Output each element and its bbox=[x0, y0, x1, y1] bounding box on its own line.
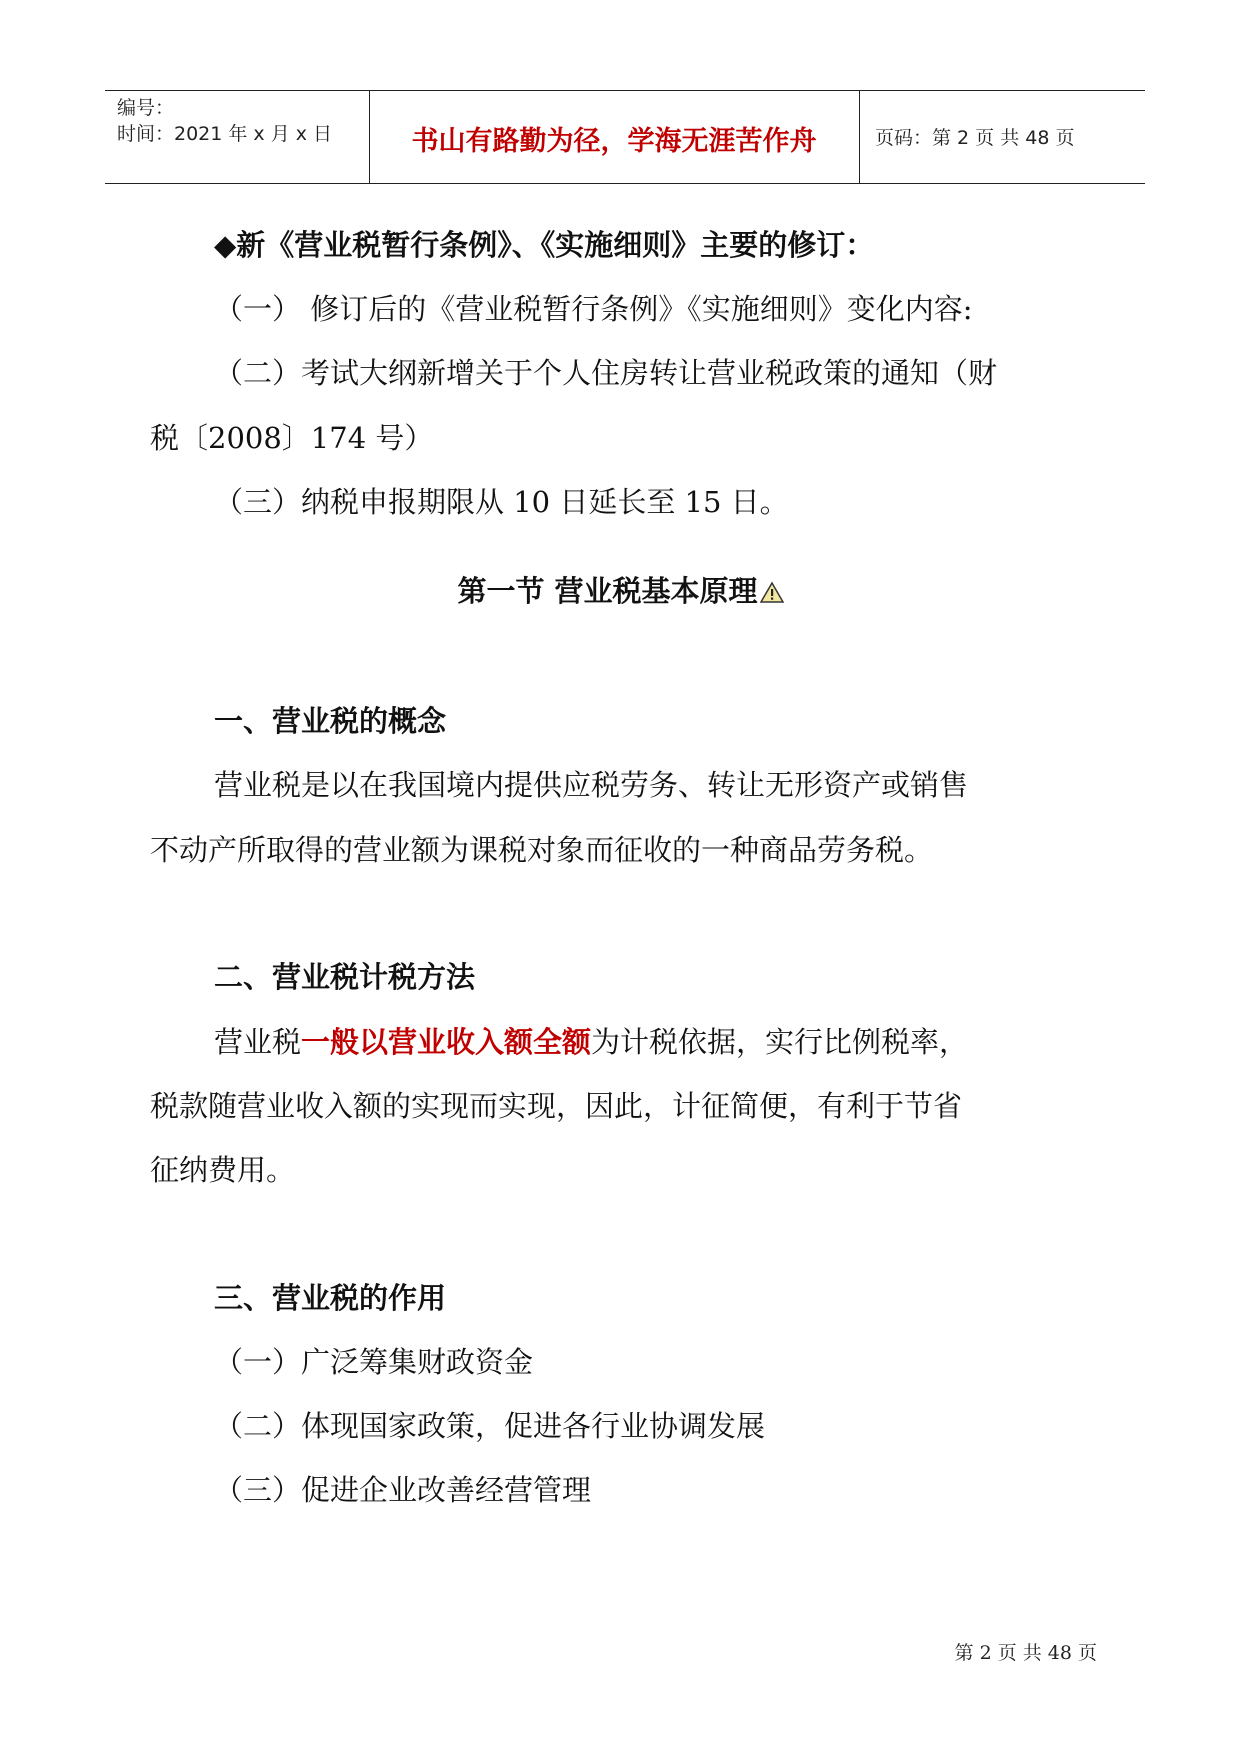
concept-line-2: 不动产所取得的营业额为课税对象而征收的一种商品劳务税。 bbox=[150, 833, 934, 867]
section-title bbox=[0, 574, 1241, 608]
method-line-2: 税款随营业收入额的实现而实现，因此，计征简便，有利于节省 bbox=[150, 1089, 963, 1123]
warning-icon bbox=[760, 581, 784, 603]
revision-item-2-line-2: 税〔2008〕174 号） bbox=[150, 421, 434, 455]
concept-line-1: 营业税是以在我国境内提供应税劳务、转让无形资产或销售 bbox=[214, 768, 969, 802]
method-line-1-end: 为计税依据，实行比例税率， bbox=[591, 1025, 969, 1059]
method-highlight: 一般以营业收入额全额 bbox=[301, 1025, 592, 1059]
role-item-2: （二）体现国家政策，促进各行业协调发展 bbox=[214, 1409, 766, 1443]
header-meta-cell bbox=[105, 91, 370, 183]
method-heading: 二、营业税计税方法 bbox=[214, 960, 476, 994]
header-motto: 书山有路勤为径，学海无涯苦作舟 bbox=[411, 126, 817, 157]
revision-item-1: （一） 修订后的《营业税暂行条例》《实施细则》变化内容: bbox=[214, 292, 973, 326]
header-page-cell bbox=[859, 91, 1145, 183]
revision-item-2-line-1: （二）考试大纲新增关于个人住房转让营业税政策的通知（财 bbox=[214, 356, 998, 390]
serial-label: 编号： bbox=[117, 97, 175, 119]
section-title-text: 第一节 营业税基本原理 bbox=[457, 574, 758, 608]
method-line-1 bbox=[214, 1025, 968, 1059]
concept-heading: 一、营业税的概念 bbox=[214, 704, 447, 738]
time-label: 时间：2021 年 x 月 x 日 bbox=[117, 123, 333, 145]
page-footer: 第 2 页 共 48 页 bbox=[954, 1642, 1097, 1664]
role-item-1: （一）广泛筹集财政资金 bbox=[214, 1345, 534, 1379]
method-line-3: 征纳费用。 bbox=[150, 1153, 296, 1187]
role-heading: 三、营业税的作用 bbox=[214, 1281, 447, 1315]
revision-item-3: （三）纳税申报期限从 10 日延长至 15 日。 bbox=[214, 485, 789, 519]
role-item-3: （三）促进企业改善经营管理 bbox=[214, 1473, 592, 1507]
page-header bbox=[105, 90, 1145, 184]
header-page-info: 页码：第 2 页 共 48 页 bbox=[875, 127, 1075, 149]
revision-heading: ◆新《营业税暂行条例》、《实施细则》主要的修订： bbox=[214, 228, 875, 262]
header-motto-cell bbox=[369, 91, 860, 183]
method-line-1-start: 营业税 bbox=[214, 1025, 302, 1059]
